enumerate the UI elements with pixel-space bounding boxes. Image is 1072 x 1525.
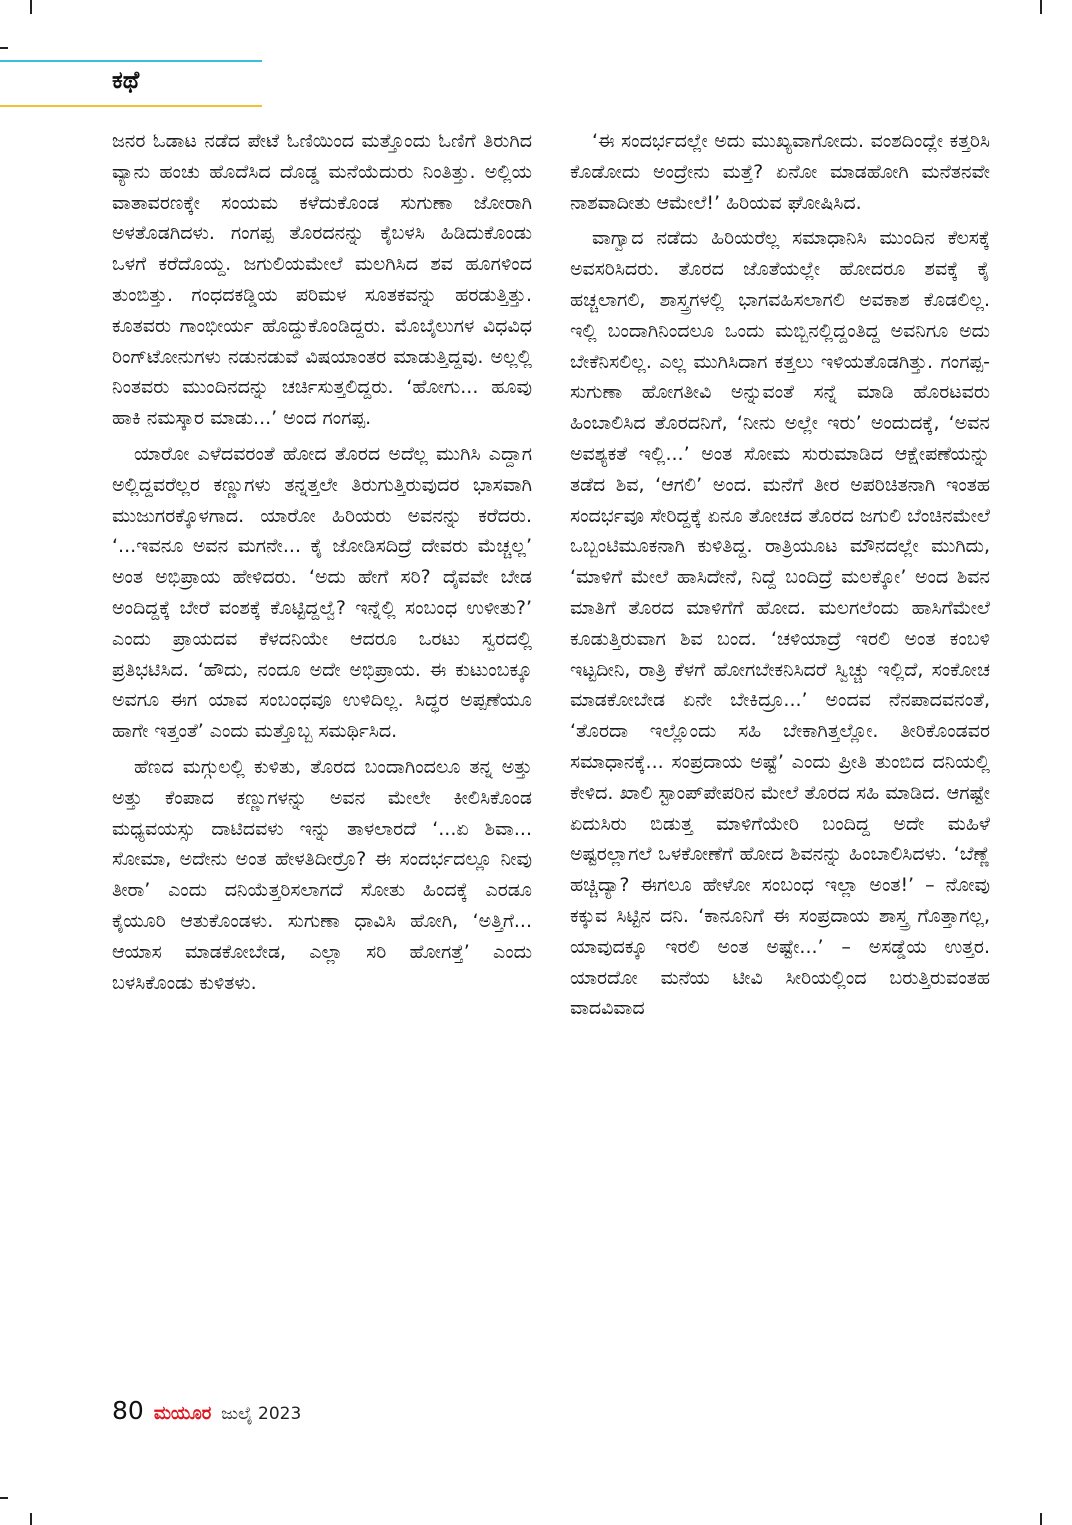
page-number: 80 — [112, 1396, 144, 1425]
text-column-left — [112, 126, 532, 1376]
page-footer — [112, 1396, 301, 1432]
crop-mark-left-upper — [0, 47, 8, 49]
crop-mark-bottom-left — [30, 1513, 32, 1525]
header-rule-yellow — [0, 105, 262, 107]
text-column-right — [570, 126, 990, 1376]
magazine-logo: ಮಯೂರ — [153, 1403, 212, 1424]
crop-mark-left-lower — [0, 1497, 8, 1499]
paragraph: ‘ಈ ಸಂದರ್ಭದಲ್ಲೇ ಅದು ಮುಖ್ಯವಾಗೋದು. ವಂಶದಿಂದ್ಲೇ ಕತ್ತರಿಸಿ ಕೊಡೋದು ಅಂದ್ರೇನು ಮತ್ತೆ? ಏನೋ ಮಾಡಹೋಗಿ ಮನೆತನವೇ ನಾಶವಾದೀತು ಆಮೇಲೆ!’ ಹಿರಿಯವ ಘೋಷಿಸಿದ. — [570, 130, 990, 214]
header-rule-cyan — [0, 60, 262, 62]
paragraph: ವಾಗ್ವಾದ ನಡೆದು ಹಿರಿಯರೆಲ್ಲ ಸಮಾಧಾನಿಸಿ ಮುಂದಿನ ಕೆಲಸಕ್ಕೆ ಅವಸರಿಸಿದರು. ತೊರದ ಜೊತೆಯಲ್ಲೇ ಹೋದರೂ ಶವಕ್ಕೆ ಕೈ ಹಚ್ಚಲಾಗಲಿ, ಶಾಸ್ತ್ರಗಳಲ್ಲಿ ಭಾಗವಹಿಸಲಾಗಲಿ ಅವಕಾಶ ಕೊಡಲಿಲ್ಲ. ಇಲ್ಲಿ ಬಂದಾಗಿನಿಂದಲೂ ಒಂದು ಮಬ್ಬಿನಲ್ಲಿದ್ದಂತಿದ್ದ ಅವನಿಗೂ ಅದು ಬೇಕೆನಿಸಲಿಲ್ಲ. ಎಲ್ಲ ಮುಗಿಸಿದಾಗ ಕತ್ತಲು ಇಳಿಯತೊಡಗಿತ್ತು. ಗಂಗಪ್ಪ-ಸುಗುಣಾ ಹೋಗತೀವಿ ಅನ್ನುವಂತೆ ಸನ್ನೆ ಮಾಡಿ ಹೊರಟವರು ಹಿಂಬಾಲಿಸಿದ ತೊರದನಿಗೆ, ‘ನೀನು ಅಲ್ಲೇ ಇರು’ ಅಂದುದಕ್ಕೆ, ‘ಅವನ ಅವಶ್ಯಕತೆ ಇಲ್ಲಿ...’ ಅಂತ ಸೋಮ ಸುರುಮಾಡಿದ ಆಕ್ಷೇಪಣೆಯನ್ನು ತಡೆದ ಶಿವ, ‘ಆಗಲಿ’ ಅಂದ. ಮನೆಗೆ ತೀರ ಅಪರಿಚಿತನಾಗಿ ಇಂತಹ ಸಂದರ್ಭವೂ ಸೇರಿದ್ದಕ್ಕೆ ಏನೂ ತೋಚದ ತೊರದ ಜಗುಲಿ ಬೆಂಚಿನಮೇಲೆ ಒಬ್ಬಂಟಿಮೂಕನಾಗಿ ಕುಳಿತಿದ್ದ. ರಾತ್ರಿಯೂಟ ಮೌನದಲ್ಲೇ ಮುಗಿದು, ‘ಮಾಳಿಗೆ ಮೇಲೆ ಹಾಸಿದೇನೆ, ನಿದ್ದೆ ಬಂದಿದ್ರೆ ಮಲಕ್ಕೋ’ ಅಂದ ಶಿವನ ಮಾತಿಗೆ ತೊರದ ಮಾಳಿಗೆಗೆ ಹೋದ. ಮಲಗಲೆಂದು ಹಾಸಿಗೆಮೇಲೆ ಕೂಡುತ್ತಿರುವಾಗ ಶಿವ ಬಂದ. ‘ಚಳಿಯಾದ್ರೆ ಇರಲಿ ಅಂತ ಕಂಬಳಿ ಇಟ್ಟದೀನಿ, ರಾತ್ರಿ ಕೆಳಗೆ ಹೋಗಬೇಕನಿಸಿದರೆ ಸ್ವಿಚ್ಚು ಇಲ್ಲಿದೆ, ಸಂಕೋಚ ಮಾಡಕೋಬೇಡ ಏನೇ ಬೇಕಿದ್ರೂ...’ ಅಂದವ ನೆನಪಾದವನಂತೆ, ‘ತೊರದಾ ಇಲ್ಲೊಂದು ಸಹಿ ಬೇಕಾಗಿತ್ತಲ್ಲೋ. ತೀರಿಕೊಂಡವರ ಸಮಾಧಾನಕ್ಕೆ... ಸಂಪ್ರದಾಯ ಅಷ್ಟೆ’ ಎಂದು ಪ್ರೀತಿ ತುಂಬಿದ ದನಿಯಲ್ಲಿ ಕೇಳಿದ. ಖಾಲಿ ಸ್ಟಾಂಪ್‌ಪೇಪರಿನ ಮೇಲೆ ತೊರದ ಸಹಿ ಮಾಡಿದ. ಆಗಷ್ಟೇ ಏದುಸಿರು ಬಿಡುತ್ತ ಮಾಳಿಗೆಯೇರಿ ಬಂದಿದ್ದ ಅದೇ ಮಹಿಳೆ ಅಷ್ಟರಲ್ಲಾಗಲೆ ಒಳಕೋಣೆಗೆ ಹೋದ ಶಿವನನ್ನು ಹಿಂಬಾಲಿಸಿದಳು. ‘ಬೆಣ್ಣೆ ಹಚ್ಚಿದ್ಯಾ? ಈಗಲೂ ಹೇಳೋ ಸಂಬಂಧ ಇಲ್ಲಾ ಅಂತ!’ – ನೋವು ಕಕ್ಕುವ ಸಿಟ್ಟಿನ ದನಿ. ‘ಕಾನೂನಿಗೆ ಈ ಸಂಪ್ರದಾಯ ಶಾಸ್ತ್ರ ಗೊತ್ತಾಗಲ್ಲ, ಯಾವುದಕ್ಕೂ ಇರಲಿ ಅಂತ ಅಷ್ಟೇ...’ – ಅಸಡ್ಡೆಯ ಉತ್ತರ. ಯಾರದೋ ಮನೆಯ ಟೀವಿ ಸೀರಿಯಲ್ಲಿಂದ ಬರುತ್ತಿರುವಂತಹ ವಾದವಿವಾದ — [570, 227, 990, 1020]
paragraph: ಯಾರೋ ಎಳೆದವರಂತೆ ಹೋದ ತೊರದ ಅದೆಲ್ಲ ಮುಗಿಸಿ ಎದ್ದಾಗ ಅಲ್ಲಿದ್ದವರೆಲ್ಲರ ಕಣ್ಣುಗಳು ತನ್ನತ್ತಲೇ ತಿರುಗುತ್ತಿರುವುದರ ಭಾಸವಾಗಿ ಮುಜುಗರಕ್ಕೊಳಗಾದ. ಯಾರೋ ಹಿರಿಯರು ಅವನನ್ನು ಕರೆದರು. ‘...ಇವನೂ ಅವನ ಮಗನೇ... ಕೈ ಜೋಡಿಸದಿದ್ರೆ ದೇವರು ಮೆಚ್ಚಲ್ಲ’ ಅಂತ ಅಭಿಪ್ರಾಯ ಹೇಳಿದರು. ‘ಅದು ಹೇಗೆ ಸರಿ? ದೈವವೇ ಬೇಡ ಅಂದಿದ್ದಕ್ಕೆ ಬೇರೆ ವಂಶಕ್ಕೆ ಕೊಟ್ಟಿದ್ದಲ್ವೆ? ಇನ್ನೆಲ್ಲಿ ಸಂಬಂಧ ಉಳೀತು?’ ಎಂದು ಪ್ರಾಯದವ ಕೆಳದನಿಯೇ ಆದರೂ ಒರಟು ಸ್ವರದಲ್ಲಿ ಪ್ರತಿಭಟಿಸಿದ. ‘ಹೌದು, ನಂದೂ ಅದೇ ಅಭಿಪ್ರಾಯ. ಈ ಕುಟುಂಬಕ್ಕೂ ಅವಗೂ ಈಗ ಯಾವ ಸಂಬಂಧವೂ ಉಳಿದಿಲ್ಲ. ಸಿದ್ಧರ ಅಪ್ಪಣೆಯೂ ಹಾಗೇ ಇತ್ತಂತೆ’ ಎಂದು ಮತ್ತೊಬ್ಬ ಸಮರ್ಥಿಸಿದ. — [112, 442, 532, 743]
crop-mark-bottom-right — [1040, 1513, 1042, 1525]
crop-mark-top-left — [30, 0, 32, 14]
section-title: ಕಥೆ — [112, 66, 140, 94]
crop-mark-top-right — [1040, 0, 1042, 14]
paragraph: ಜನರ ಓಡಾಟ ನಡೆದ ಪೇಟೆ ಓಣಿಯಿಂದ ಮತ್ತೊಂದು ಓಣಿಗೆ ತಿರುಗಿದ ವ್ಯಾನು ಹಂಚು ಹೊದೆಸಿದ ದೊಡ್ಡ ಮನೆಯೆದುರು ನಿಂತಿತ್ತು. ಅಲ್ಲಿಯ ವಾತಾವರಣಕ್ಕೇ ಸಂಯಮ ಕಳೆದುಕೊಂಡ ಸುಗುಣಾ ಜೋರಾಗಿ ಅಳತೊಡಗಿದಳು. ಗಂಗಪ್ಪ ತೊರದನನ್ನು ಕೈಬಳಸಿ ಹಿಡಿದುಕೊಂಡು ಒಳಗೆ ಕರೆದೊಯ್ದ. ಜಗುಲಿಯಮೇಲೆ ಮಲಗಿಸಿದ ಶವ ಹೂಗಳಿಂದ ತುಂಬಿತ್ತು. ಗಂಧದಕಡ್ಡಿಯ ಪರಿಮಳ ಸೂತಕವನ್ನು ಹರಡುತ್ತಿತ್ತು. ಕೂತವರು ಗಾಂಭೀರ್ಯ ಹೊದ್ದುಕೊಂಡಿದ್ದರು. ಮೊಬೈಲುಗಳ ವಿಧವಿಧ ರಿಂಗ್‌ಟೋನುಗಳು ನಡುನಡುವೆ ವಿಷಯಾಂತರ ಮಾಡುತ್ತಿದ್ದವು. ಅಲ್ಲಲ್ಲಿ ನಿಂತವರು ಮುಂದಿನದನ್ನು ಚರ್ಚಿಸುತ್ತಲಿದ್ದರು. ‘ಹೋಗು... ಹೂವು ಹಾಕಿ ನಮಸ್ಕಾರ ಮಾಡು...’ ಅಂದ ಗಂಗಪ್ಪ. — [112, 130, 532, 430]
paragraph: ಹೆಣದ ಮಗ್ಗುಲಲ್ಲಿ ಕುಳಿತು, ತೊರದ ಬಂದಾಗಿಂದಲೂ ತನ್ನ ಅತ್ತು ಅತ್ತು ಕೆಂಪಾದ ಕಣ್ಣುಗಳನ್ನು ಅವನ ಮೇಲೇ ಕೀಲಿಸಿಕೊಂಡ ಮಧ್ಯವಯಸ್ಸು ದಾಟಿದವಳು ಇನ್ನು ತಾಳಲಾರದೆ ‘...ಏ ಶಿವಾ... ಸೋಮಾ, ಅದೇನು ಅಂತ ಹೇಳತಿದೀರ್‍ರೊ? ಈ ಸಂದರ್ಭದಲ್ಲೂ ನೀವು ತೀರಾ’ ಎಂದು ದನಿಯೆತ್ತರಿಸಲಾಗದೆ ಸೋತು ಹಿಂದಕ್ಕೆ ಎರಡೂ ಕೈಯೂರಿ ಆತುಕೊಂಡಳು. ಸುಗುಣಾ ಧಾವಿಸಿ ಹೋಗಿ, ‘ಅತ್ತಿಗೆ... ಆಯಾಸ ಮಾಡಕೋಬೇಡ, ಎಲ್ಲಾ ಸರಿ ಹೋಗತ್ತೆ’ ಎಂದು ಬಳಸಿಕೊಂಡು ಕುಳಿತಳು. — [112, 755, 532, 994]
issue-date: ಜುಲೈ 2023 — [221, 1404, 302, 1424]
